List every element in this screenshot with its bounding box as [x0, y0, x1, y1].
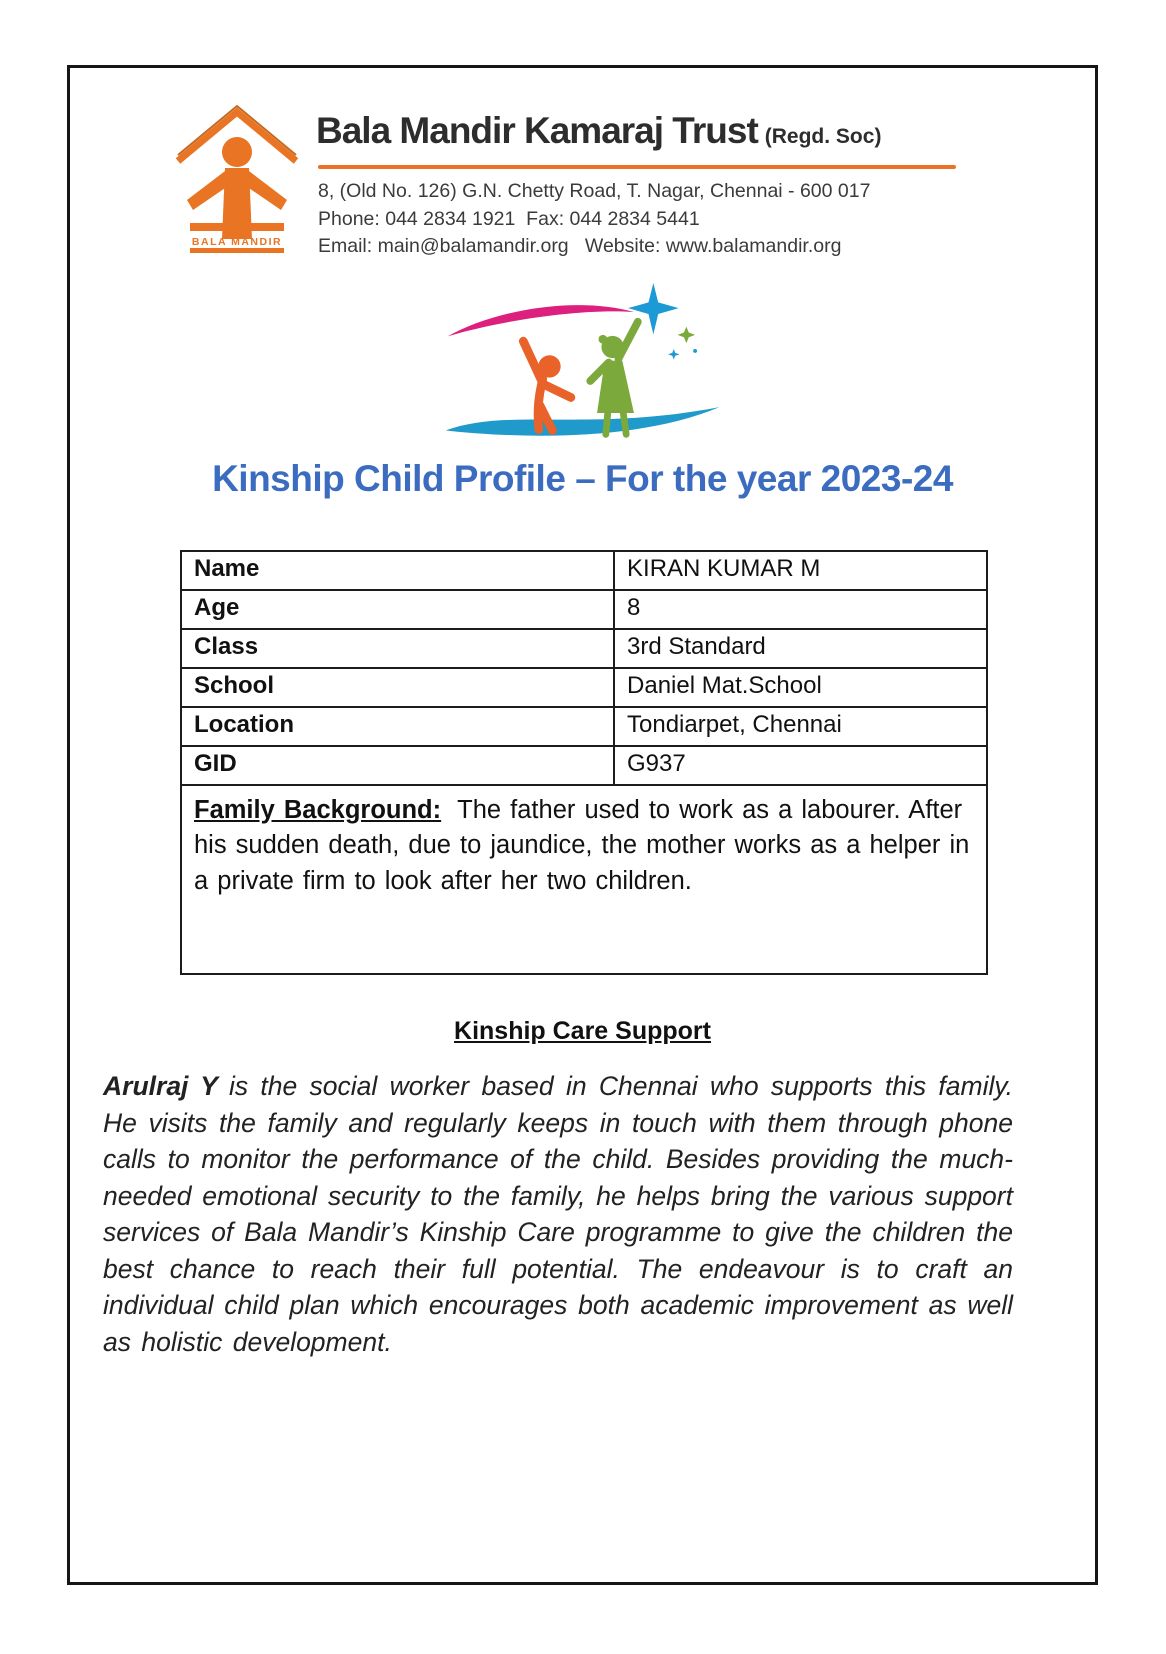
kinship-care-support-heading: Kinship Care Support	[454, 1017, 711, 1045]
logo-caption: BALA MANDIR	[191, 236, 283, 248]
org-email-website: Email: main@balamandir.org Website: www.balamandir.org	[318, 235, 842, 257]
table-row	[181, 551, 987, 590]
org-phone-fax: Phone: 044 2834 1921 Fax: 044 2834 5441	[318, 207, 700, 230]
orange-divider	[318, 165, 956, 169]
green-child-figure	[590, 321, 638, 434]
row-value: G937	[614, 746, 987, 785]
row-value: Tondiarpet, Chennai	[614, 707, 987, 746]
family-background-cell	[181, 785, 987, 975]
document-title: Kinship Child Profile – For the year 2023-24	[212, 457, 953, 499]
org-name: Bala Mandir Kamaraj Trust	[316, 110, 758, 151]
row-value: 8	[614, 590, 987, 629]
table-row	[181, 707, 987, 746]
table-row	[181, 590, 987, 629]
row-label: Class	[181, 629, 614, 668]
letterhead-text	[316, 101, 956, 261]
row-value: Daniel Mat.School	[614, 668, 987, 707]
row-value: KIRAN KUMAR M	[614, 551, 987, 590]
org-regd-suffix: (Regd. Soc)	[764, 125, 882, 148]
orange-child-figure	[523, 341, 571, 430]
bala-mandir-house-logo-icon	[172, 101, 302, 253]
child-profile-table	[180, 550, 988, 976]
kinship-care-support-paragraph	[103, 1068, 1013, 1360]
row-value: 3rd Standard	[614, 629, 987, 668]
children-stars-logo-icon	[430, 281, 735, 446]
family-background-text: The father used to work as a labourer. After his sudden death, due to jaundice, the mother works as a helper in a private firm to look after her two children.	[194, 795, 970, 895]
row-label: Age	[181, 590, 614, 629]
row-label: School	[181, 668, 614, 707]
row-label: Name	[181, 551, 614, 590]
row-label: Location	[181, 707, 614, 746]
table-row	[181, 746, 987, 785]
social-worker-name: Arulraj Y	[103, 1071, 218, 1101]
table-row	[181, 629, 987, 668]
document-page	[67, 65, 1098, 1585]
family-background-label: Family Background:	[194, 795, 442, 824]
org-address: 8, (Old No. 126) G.N. Chetty Road, T. Nagar, Chennai - 600 017	[318, 180, 871, 202]
letterhead	[172, 101, 1095, 261]
row-label: GID	[181, 746, 614, 785]
table-row	[181, 668, 987, 707]
support-paragraph-text: is the social worker based in Chennai who supports this family. He visits the family and regularly keeps in touch with them through phone calls to monitor the performance of the child. Besides providing the much-needed emotional security to the family, he helps bring the various support services of Bala Mandir’s Kinship Care programme to give the children the best chance to reach their full potential. The endeavour is to craft an individual child plan which encourages both academic improvement as well as holistic development.	[103, 1071, 1013, 1357]
family-background-row	[181, 785, 987, 975]
